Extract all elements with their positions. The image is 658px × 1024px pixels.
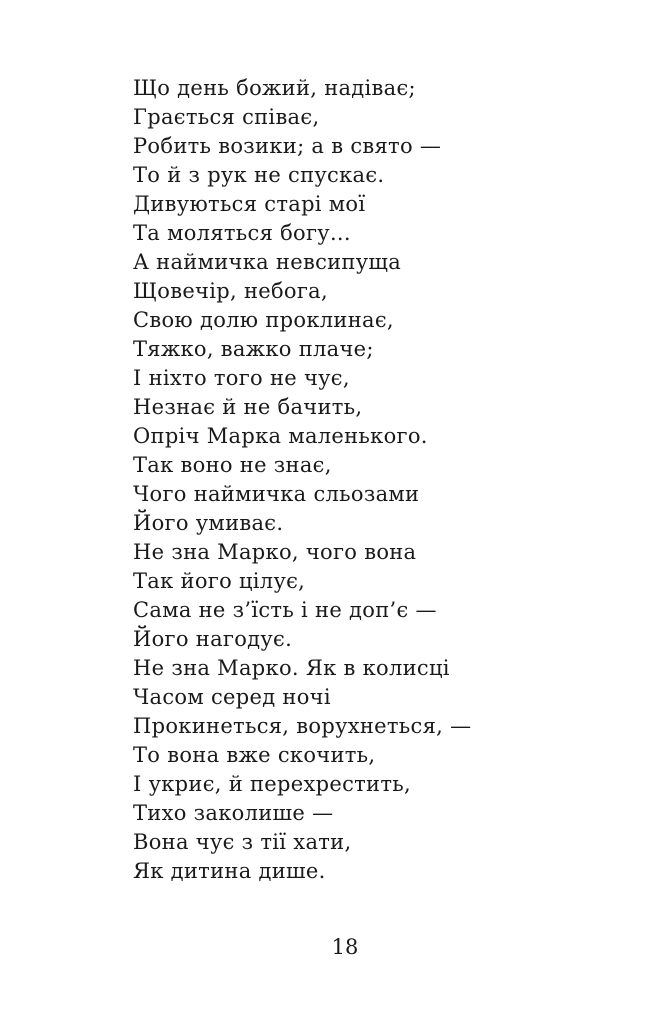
poem-line: Сама не з’їсть і не доп’є — — [133, 598, 437, 622]
poem-line: Свою долю проклинає, — [133, 308, 394, 332]
page-number: 18 — [331, 935, 359, 959]
poem-line: Незнає й не бачить, — [133, 395, 363, 419]
poem-line: Його умиває. — [133, 511, 284, 535]
poem-line: Опріч Марка маленького. — [133, 424, 428, 448]
poem-line: Щовечір, небога, — [133, 279, 328, 303]
poem-line: І укриє, й перехрестить, — [133, 772, 411, 796]
poem-line: Чого наймичка сльозами — [133, 482, 420, 506]
poem-line: То й з рук не спускає. — [133, 163, 385, 187]
poem-line: Так воно не знає, — [133, 453, 332, 477]
poem-line: Тяжко, важко плаче; — [133, 337, 374, 361]
poem-line: Прокинеться, ворухнеться, — — [133, 714, 472, 738]
poem-line: І ніхто того не чує, — [133, 366, 350, 390]
poem-line: Вона чує з тії хати, — [133, 830, 352, 854]
poem-line: Дивуються старі мої — [133, 192, 366, 216]
poem-line: Та моляться богу... — [133, 221, 351, 245]
poem-line: Не зна Марко, чого вона — [133, 540, 417, 564]
poem-line: Так його цілує, — [133, 569, 306, 593]
poem-line: Як дитина дише. — [133, 859, 326, 883]
poem-line: Тихо заколише — — [133, 801, 334, 825]
poem-line: А наймичка невсипуща — [133, 250, 402, 274]
poem-line: То вона вже скочить, — [133, 743, 376, 767]
poem-line: Його нагодує. — [133, 627, 293, 651]
poem-text-block — [133, 74, 573, 886]
poem-line: Часом серед ночі — [133, 685, 331, 709]
poem-line: Що день божий, надіває; — [133, 76, 416, 100]
poem-line: Не зна Марко. Як в колисці — [133, 656, 450, 680]
poem-line: Грається співає, — [133, 105, 320, 129]
poem-line: Робить возики; а в свято — — [133, 134, 442, 158]
